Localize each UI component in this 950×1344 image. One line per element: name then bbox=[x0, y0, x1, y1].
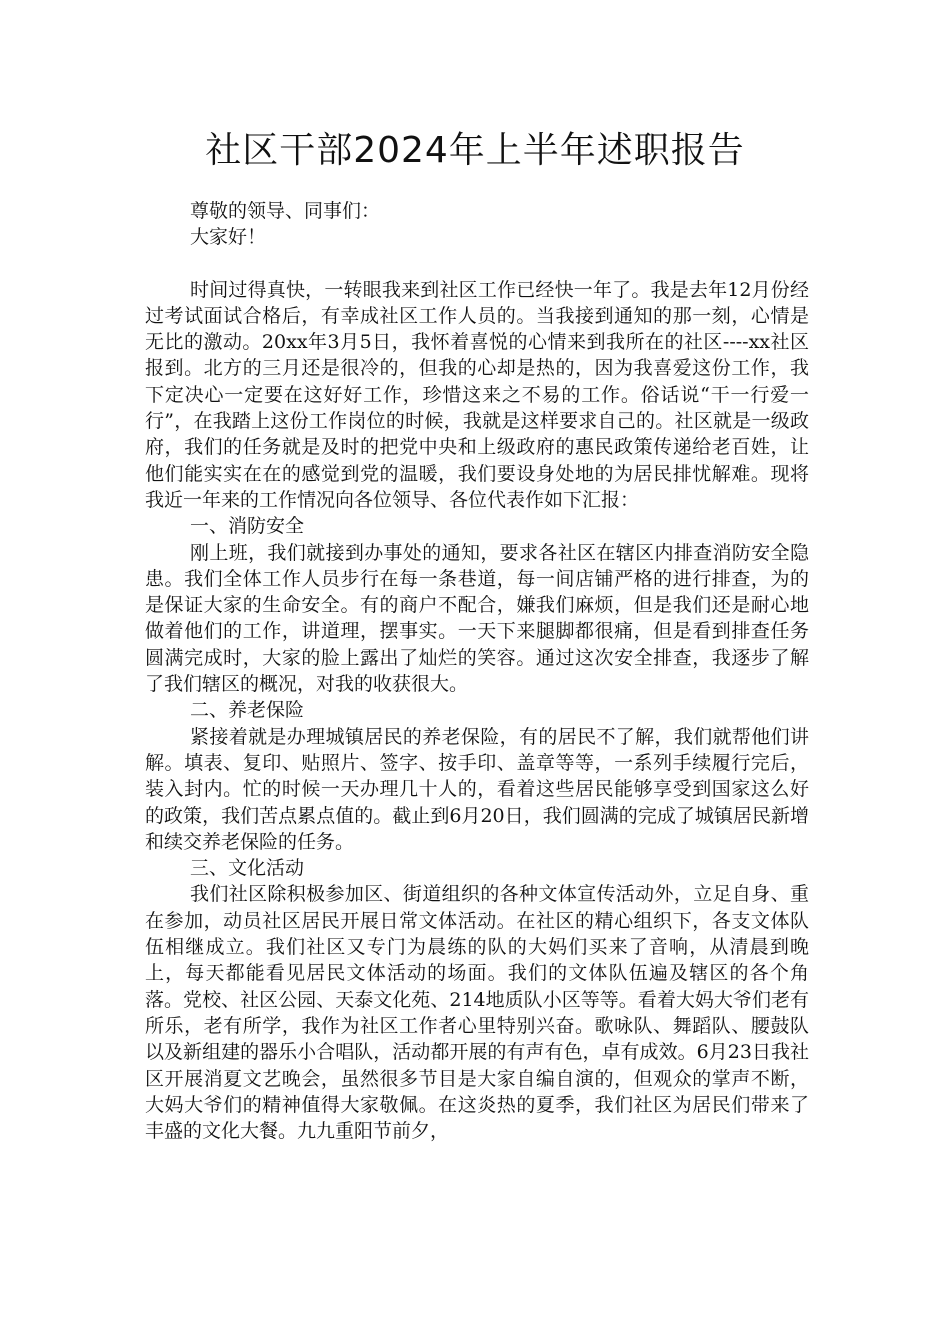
section-paragraph-pension: 紧接着就是办理城镇居民的养老保险，有的居民不了解，我们就帮他们讲解。填表、复印、贴照片、签字、按手印、盖章等等，一系列手续履行完后，装入封内。忙的时候一天办理几十人的，看着这些居民能够享受到国家这么好的政策，我们苦点累点值的。截止到6月20日，我们圆满的完成了城镇居民新增和续交养老保险的任务。 bbox=[145, 725, 809, 853]
document-title: 社区干部2024年上半年述职报告 bbox=[205, 130, 745, 171]
intro-paragraph: 时间过得真快，一转眼我来到社区工作已经快一年了。我是去年12月份经过考试面试合格后，有幸成社区工作人员的。当我接到通知的那一刻，心情是无比的激动。20xx年3月5日，我怀着喜悦的心情来到我所在的社区----xx社区报到。北方的三月还是很冷的，但我的心却是热的，因为我喜爱这份工作，我下定决心一定要在这好好工作，珍惜这来之不易的工作。俗话说“干一行爱一行”，在我踏上这份工作岗位的时候，我就是这样要求自己的。社区就是一级政府，我们的任务就是及时的把党中央和上级政府的惠民政策传递给老百姓，让他们能实实在在的感觉到党的温暖，我们要设身处地的为居民排忧解难。现将我近一年来的工作情况向各位领导、各位代表作如下汇报： bbox=[145, 278, 809, 511]
salutation: 尊敬的领导、同事们： bbox=[190, 200, 381, 222]
greeting: 大家好！ bbox=[190, 226, 267, 249]
blank-line bbox=[145, 251, 809, 277]
section-paragraph-culture: 我们社区除积极参加区、街道组织的各种文体宣传活动外，立足自身、重在参加，动员社区居民开展日常文体活动。在社区的精心组织下，各支文体队伍相继成立。我们社区又专门为晨练的队的大妈们买来了音响，从清晨到晚上，每天都能看见居民文体活动的场面。我们的文体队伍遍及辖区的各个角落。党校、社区公园、天泰文化苑、214地质队小区等等。看着大妈大爷们老有所乐，老有所学，我作为社区工作者心里特别兴奋。歌咏队、舞蹈队、腰鼓队以及新组建的器乐小合唱队，活动都开展的有声有色，卓有成效。6月23日我社区开展消夏文艺晚会，虽然很多节目是大家自编自演的，但观众的掌声不断，大妈大爷们的精神值得大家敬佩。在这炎热的夏季，我们社区为居民们带来了丰盛的文化大餐。九九重阳节前夕， bbox=[145, 883, 809, 1143]
section-heading-culture: 三、文化活动 bbox=[190, 857, 305, 880]
section-heading-pension: 二、养老保险 bbox=[190, 699, 305, 722]
document-body bbox=[145, 198, 809, 1144]
section-paragraph-fire-safety: 刚上班，我们就接到办事处的通知，要求各社区在辖区内排查消防安全隐患。我们全体工作人员步行在每一条巷道，每一间店铺严格的进行排查，为的是保证大家的生命安全。有的商户不配合，嫌我们麻烦，但是我们还是耐心地做着他们的工作，讲道理，摆事实。一天下来腿脚都很痛，但是看到排查任务圆满完成时，大家的脸上露出了灿烂的笑容。通过这次安全排查，我逐步了解了我们辖区的概况，对我的收获很大。 bbox=[145, 541, 809, 696]
section-heading-fire-safety: 一、消防安全 bbox=[190, 515, 305, 538]
